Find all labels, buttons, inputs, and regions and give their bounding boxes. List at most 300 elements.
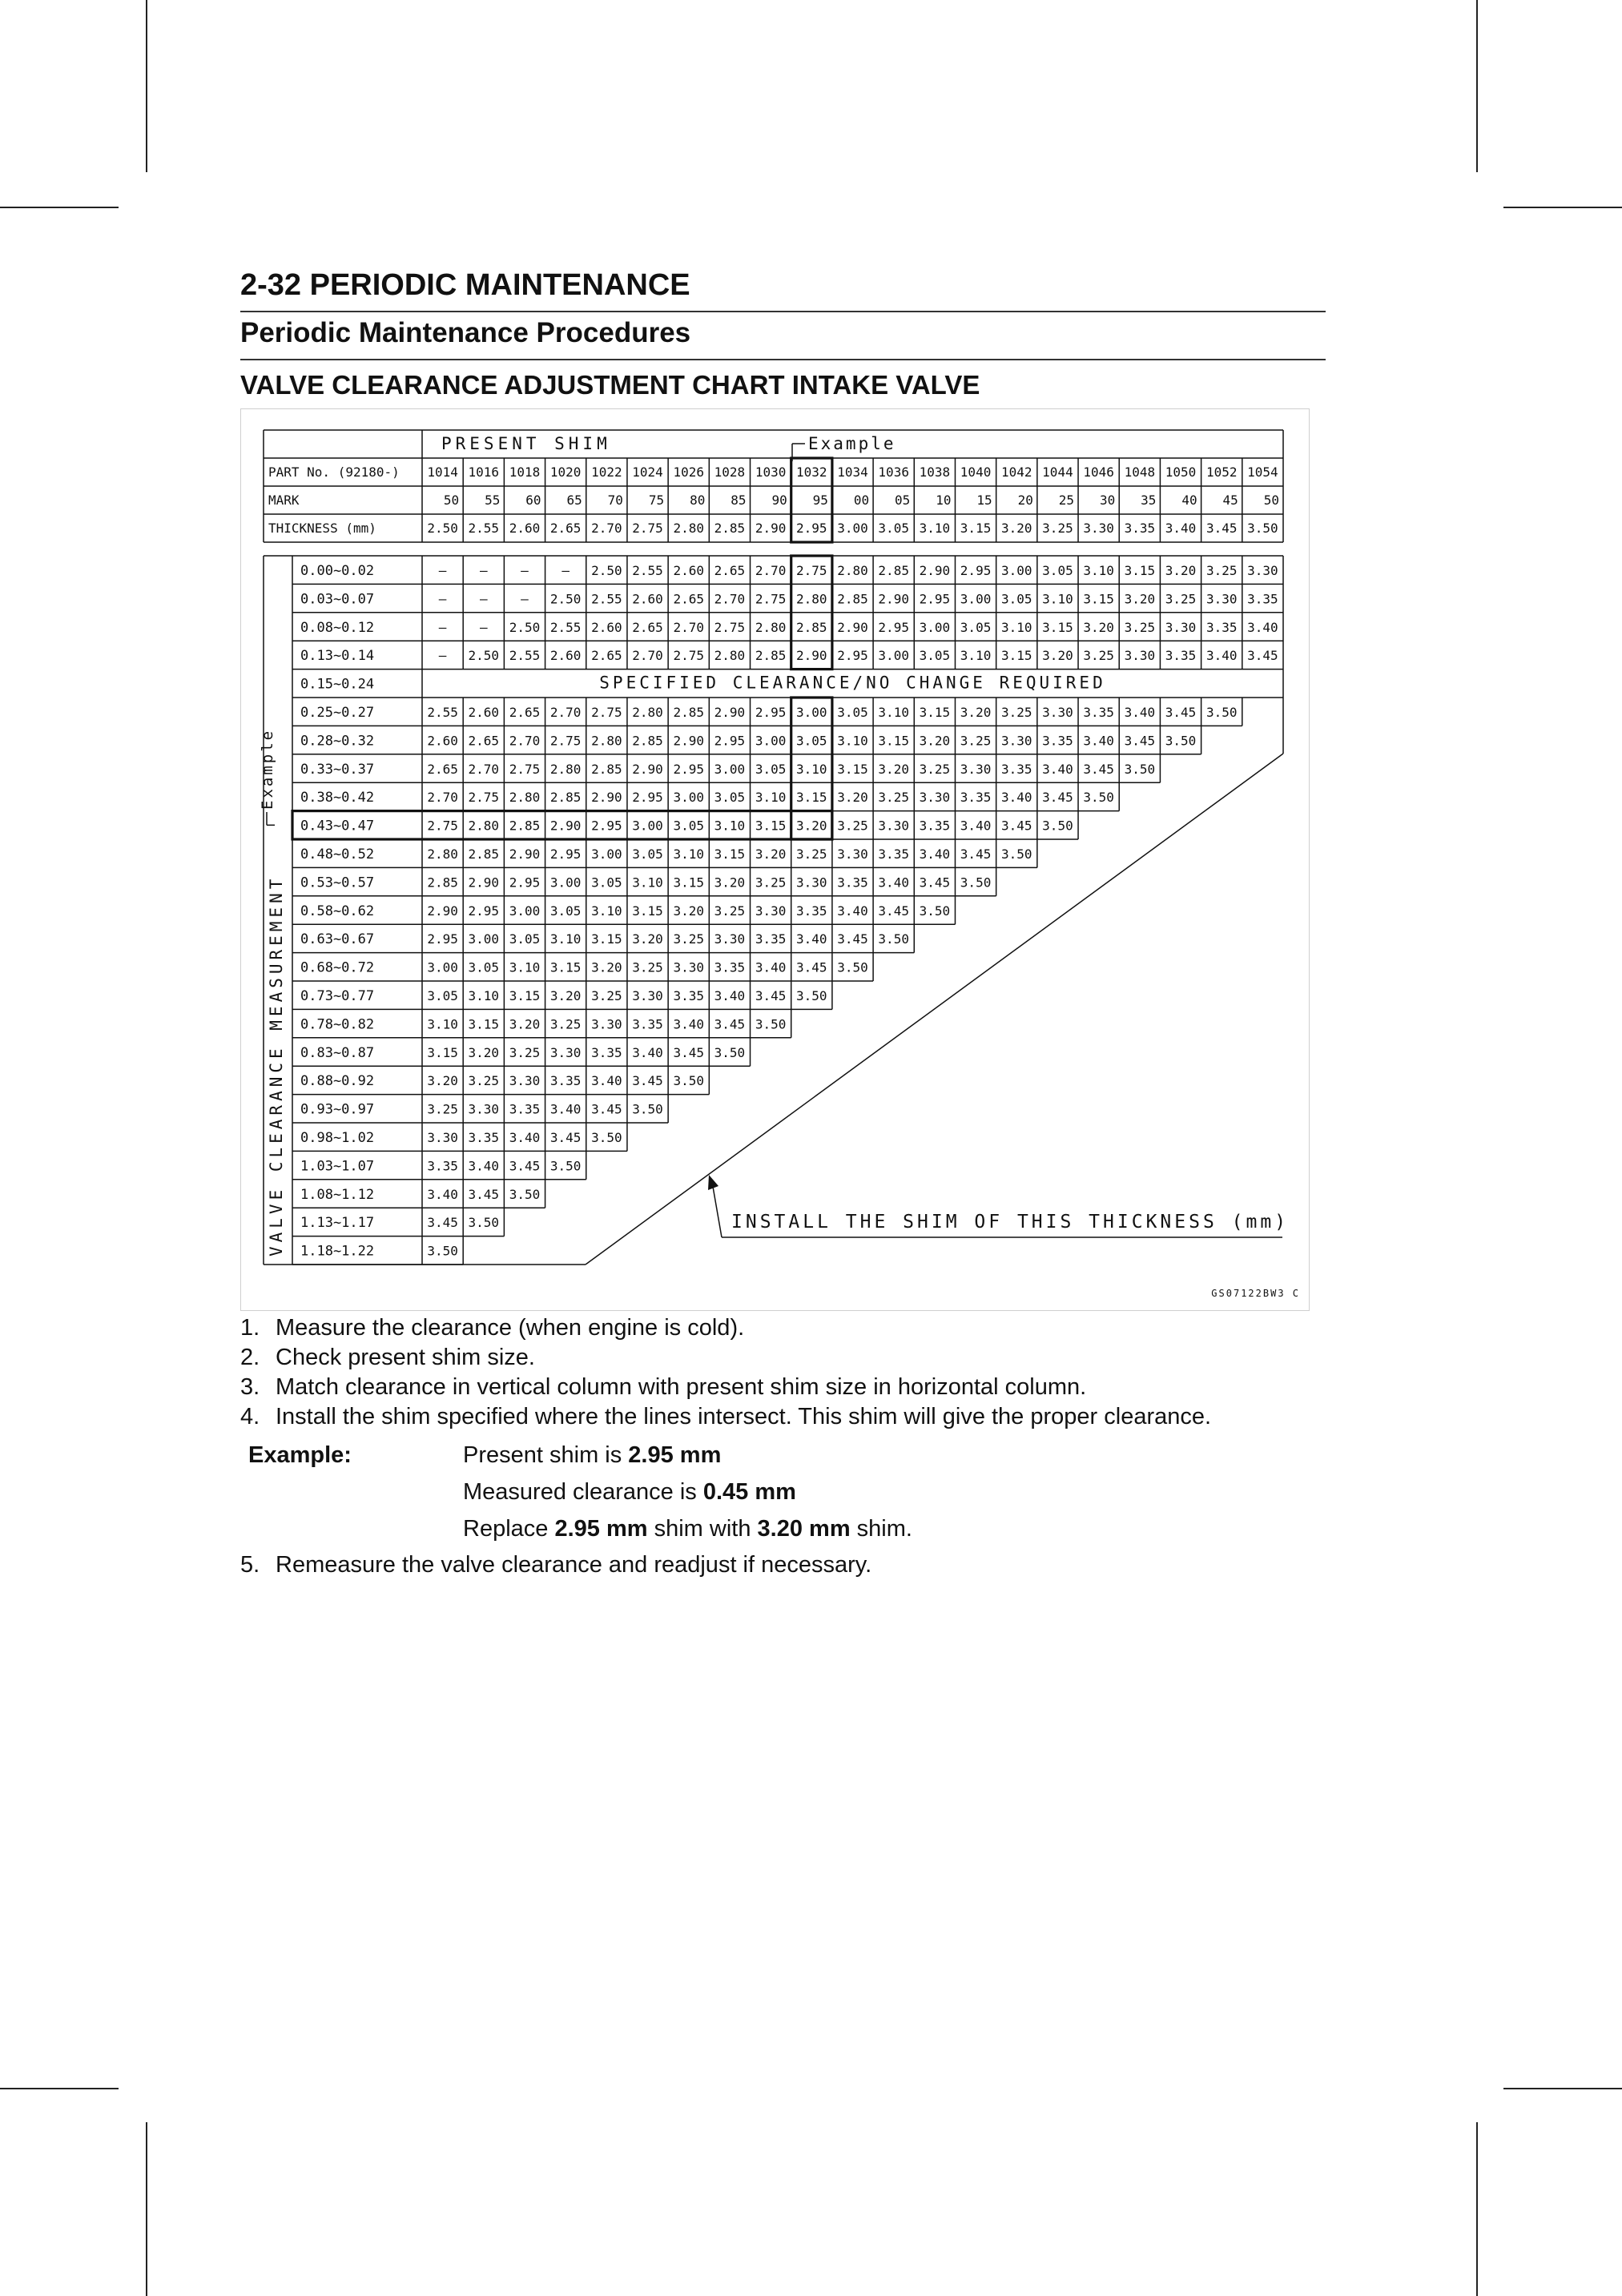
shim-value-cell: 2.75 [591, 705, 622, 720]
shim-value-cell: 3.45 [427, 1215, 458, 1231]
shim-value-cell: 3.20 [960, 705, 992, 720]
shim-value-cell: 3.45 [1124, 733, 1156, 749]
thickness-value: 2.90 [755, 521, 787, 536]
thickness-value: 2.80 [673, 521, 705, 536]
clearance-range-label: 0.88~0.92 [300, 1073, 375, 1090]
mark-value: 85 [731, 493, 747, 508]
mark-value: 50 [1263, 493, 1279, 508]
example-line-measured [463, 1474, 912, 1510]
shim-value-cell: 3.20 [878, 761, 909, 777]
shim-value-cell: 3.35 [673, 988, 705, 1003]
shim-value-cell: 3.20 [1124, 591, 1156, 607]
shim-value-cell: 2.70 [632, 648, 663, 664]
shim-value-cell: 3.10 [837, 733, 868, 749]
shim-value-cell: 3.10 [549, 931, 582, 947]
shim-value-cell: 2.95 [673, 761, 705, 777]
shim-value-cell: 3.30 [837, 846, 868, 862]
shim-value-cell: 3.45 [837, 931, 868, 947]
shim-value-cell: 3.10 [632, 875, 663, 891]
part-number: 1030 [755, 464, 787, 480]
shim-value-cell: 3.35 [591, 1044, 622, 1060]
shim-value-cell: 3.40 [1124, 705, 1156, 720]
shim-value-cell: – [561, 563, 570, 578]
install-pointer-line [712, 1182, 722, 1237]
instruction-text: Match clearance in vertical column with present shim size in horizontal column. [276, 1374, 1087, 1400]
part-number: 1038 [919, 464, 951, 480]
shim-value-cell: – [479, 563, 488, 578]
instruction-number: 5. [240, 1552, 260, 1578]
shim-value-cell: 2.85 [878, 563, 909, 578]
clearance-range-label: 0.03~0.07 [300, 591, 375, 608]
clearance-range-label: 1.08~1.12 [300, 1186, 375, 1203]
shim-value-cell: 2.95 [960, 563, 992, 578]
mark-value: 20 [1017, 493, 1033, 508]
mark-value: 95 [812, 493, 828, 508]
example-value: 3.20 mm [757, 1516, 851, 1542]
shim-value-cell: 3.30 [878, 818, 909, 834]
clearance-range-label: 1.18~1.22 [300, 1243, 375, 1260]
shim-value-cell: 2.70 [673, 619, 705, 635]
shim-value-cell: 2.60 [427, 733, 458, 749]
shim-value-cell: 2.95 [755, 705, 787, 720]
shim-value-cell: 3.10 [714, 818, 746, 834]
shim-value-cell: 2.75 [755, 591, 787, 607]
clearance-range-label: 0.25~0.27 [300, 705, 375, 721]
shim-value-cell: 2.95 [632, 790, 663, 806]
shim-value-cell: 3.25 [714, 903, 746, 919]
shim-value-cell: 3.45 [632, 1073, 663, 1089]
example-value: 0.45 mm [702, 1479, 796, 1505]
shim-value-cell: 2.85 [549, 790, 582, 806]
clearance-range-label: 0.33~0.37 [300, 761, 375, 778]
example-text: Replace [463, 1516, 555, 1542]
shim-value-cell: 3.05 [632, 846, 663, 862]
shim-value-cell: 2.75 [427, 818, 458, 834]
instruction-item [240, 1373, 1346, 1402]
shim-value-cell: 3.45 [591, 1101, 622, 1117]
thickness-value: 3.40 [1165, 521, 1197, 536]
valve-clearance-chart-svg [241, 409, 1309, 1310]
example-value: 2.95 mm [628, 1442, 722, 1468]
part-number: 1028 [714, 464, 746, 480]
shim-value-cell: 2.90 [878, 591, 909, 607]
shim-value-cell: 3.50 [509, 1186, 541, 1202]
shim-value-cell: 3.40 [1083, 733, 1114, 749]
shim-value-cell: 2.90 [427, 903, 458, 919]
shim-value-cell: 3.25 [919, 761, 951, 777]
shim-value-cell: 3.50 [755, 1016, 787, 1032]
shim-value-cell: 2.95 [427, 931, 458, 947]
shim-value-cell: 3.50 [714, 1044, 746, 1060]
mark-value: 50 [443, 493, 460, 508]
shim-value-cell: 3.00 [427, 959, 458, 975]
shim-value-cell: 3.45 [673, 1044, 705, 1060]
thickness-value: 3.05 [878, 521, 909, 536]
thickness-value: 3.45 [1205, 521, 1238, 536]
shim-value-cell: 3.40 [714, 988, 746, 1003]
clearance-range-label: 0.83~0.87 [300, 1044, 375, 1061]
shim-value-cell: 3.45 [509, 1158, 541, 1174]
shim-value-cell: 3.05 [714, 790, 746, 806]
shim-value-cell: 3.45 [796, 959, 827, 975]
part-number: 1014 [427, 464, 458, 480]
shim-value-cell: 3.10 [878, 705, 909, 720]
clearance-range-label: 0.48~0.52 [300, 846, 375, 863]
shim-value-cell: 2.90 [796, 648, 827, 664]
shim-value-cell: 3.35 [468, 1130, 500, 1145]
instruction-number: 4. [240, 1404, 260, 1429]
crop-mark [1503, 207, 1622, 208]
shim-value-cell: 3.05 [673, 818, 705, 834]
present-shim-label: PRESENT SHIM [441, 434, 611, 453]
shim-value-cell: 3.30 [1042, 705, 1073, 720]
shim-value-cell: 2.95 [878, 619, 909, 635]
shim-value-cell: 2.85 [673, 705, 705, 720]
example-text: shim. [850, 1516, 912, 1542]
shim-value-cell: 3.30 [673, 959, 705, 975]
part-number: 1034 [837, 464, 868, 480]
thickness-value: 3.10 [919, 521, 951, 536]
shim-value-cell: 3.25 [549, 1016, 582, 1032]
example-label: Example: [248, 1442, 352, 1468]
shim-value-cell: 2.70 [549, 705, 582, 720]
shim-value-cell: 3.40 [591, 1073, 622, 1089]
crop-mark [1476, 0, 1478, 172]
shim-value-cell: 2.60 [549, 648, 582, 664]
shim-value-cell: 3.15 [837, 761, 868, 777]
shim-value-cell: 3.05 [549, 903, 582, 919]
shim-value-cell: 2.80 [755, 619, 787, 635]
shim-value-cell: 3.25 [755, 875, 787, 891]
shim-value-cell: 2.75 [549, 733, 582, 749]
shim-value-cell: 3.10 [509, 959, 541, 975]
shim-value-cell: 2.85 [796, 619, 827, 635]
shim-value-cell: 3.35 [549, 1073, 582, 1089]
clearance-range-label: 1.03~1.07 [300, 1158, 375, 1175]
shim-value-cell: 3.45 [468, 1186, 500, 1202]
shim-value-cell: 2.70 [468, 761, 500, 777]
shim-value-cell: – [479, 619, 488, 635]
shim-value-cell: 3.30 [427, 1130, 458, 1145]
shim-value-cell: 3.50 [919, 903, 951, 919]
shim-value-cell: 3.40 [673, 1016, 705, 1032]
shim-value-cell: 3.40 [1042, 761, 1073, 777]
shim-value-cell: 3.50 [1083, 790, 1114, 806]
shim-value-cell: 2.95 [468, 903, 500, 919]
shim-value-cell: 2.70 [755, 563, 787, 578]
shim-value-cell: 3.50 [468, 1215, 500, 1231]
shim-value-cell: 2.90 [591, 790, 622, 806]
shim-value-cell: 3.20 [673, 903, 705, 919]
shim-value-cell: 3.25 [1124, 619, 1156, 635]
thickness-value: 3.20 [1000, 521, 1032, 536]
side-axis-label: VALVE CLEARANCE MEASUREMENT [267, 875, 286, 1257]
shim-value-cell: 3.45 [1165, 705, 1197, 720]
header-row-label: PART No. (92180-) [268, 464, 400, 480]
example-text: shim with [647, 1516, 758, 1542]
shim-value-cell: 2.55 [427, 705, 458, 720]
section-subtitle: Periodic Maintenance Procedures [240, 314, 1326, 360]
shim-value-cell: 2.60 [632, 591, 663, 607]
side-example-label: Example [259, 728, 276, 810]
shim-value-cell: 3.15 [1083, 591, 1114, 607]
clearance-range-label: 0.08~0.12 [300, 619, 375, 636]
shim-value-cell: 2.50 [591, 563, 622, 578]
shim-value-cell: 3.40 [878, 875, 909, 891]
shim-value-cell: 3.25 [796, 846, 827, 862]
shim-value-cell: 3.15 [591, 931, 622, 947]
instruction-text: Remeasure the valve clearance and readjust if necessary. [276, 1552, 872, 1578]
shim-value-cell: 3.45 [1042, 790, 1073, 806]
mark-value: 55 [485, 493, 501, 508]
shim-value-cell: 2.65 [673, 591, 705, 607]
shim-value-cell: 3.15 [1042, 619, 1073, 635]
shim-value-cell: 2.95 [837, 648, 868, 664]
shim-value-cell: 3.10 [1042, 591, 1073, 607]
shim-value-cell: 3.20 [1042, 648, 1073, 664]
instruction-text: Install the shim specified where the lines intersect. This shim will give the proper clearance. [276, 1404, 1212, 1429]
shim-value-cell: 3.00 [591, 846, 622, 862]
example-line-replace [463, 1510, 912, 1547]
shim-value-cell: 3.10 [673, 846, 705, 862]
shim-value-cell: 2.75 [796, 563, 827, 578]
shim-value-cell: 3.05 [427, 988, 458, 1003]
shim-value-cell: 2.80 [837, 563, 868, 578]
shim-value-cell: 3.05 [1000, 591, 1032, 607]
shim-value-cell: 3.30 [1000, 733, 1032, 749]
example-line-present-shim [463, 1437, 912, 1474]
thickness-value: 3.15 [960, 521, 992, 536]
shim-value-cell: 2.80 [509, 790, 541, 806]
shim-value-cell: 3.30 [468, 1101, 500, 1117]
shim-value-cell: 2.80 [714, 648, 746, 664]
shim-value-cell: 3.10 [960, 648, 992, 664]
shim-value-cell: 3.10 [591, 903, 622, 919]
example-lines [463, 1437, 912, 1547]
part-number: 1016 [468, 464, 500, 480]
part-number: 1018 [509, 464, 541, 480]
shim-value-cell: 3.35 [509, 1101, 541, 1117]
shim-value-cell: 3.20 [919, 733, 951, 749]
shim-value-cell: 3.05 [509, 931, 541, 947]
shim-value-cell: 3.35 [632, 1016, 663, 1032]
example-label: Example [808, 434, 896, 453]
shim-value-cell: 2.70 [509, 733, 541, 749]
header-row-label: MARK [268, 493, 300, 508]
shim-value-cell: – [521, 591, 529, 607]
part-number: 1048 [1124, 464, 1156, 480]
shim-value-cell: 3.25 [427, 1101, 458, 1117]
shim-value-cell: 3.40 [960, 818, 992, 834]
clearance-range-label: 0.98~1.02 [300, 1130, 375, 1146]
shim-value-cell: 3.50 [796, 988, 827, 1003]
clearance-range-label: 0.15~0.24 [300, 676, 375, 693]
instruction-number: 1. [240, 1315, 260, 1341]
shim-value-cell: 2.85 [837, 591, 868, 607]
shim-value-cell: 3.45 [755, 988, 787, 1003]
shim-value-cell: 2.90 [714, 705, 746, 720]
shim-value-cell: 2.75 [714, 619, 746, 635]
instruction-item [240, 1343, 1346, 1373]
part-number: 1054 [1247, 464, 1278, 480]
shim-value-cell: 3.25 [509, 1044, 541, 1060]
shim-value-cell: 3.50 [837, 959, 868, 975]
shim-value-cell: 3.30 [714, 931, 746, 947]
shim-value-cell: 3.20 [591, 959, 622, 975]
shim-value-cell: 2.95 [549, 846, 582, 862]
shim-value-cell: 3.20 [1165, 563, 1197, 578]
thickness-value: 2.95 [796, 521, 827, 536]
clearance-range-label: 1.13~1.17 [300, 1215, 375, 1232]
clearance-range-label: 0.63~0.67 [300, 931, 375, 948]
crop-mark [0, 2088, 119, 2089]
mark-value: 70 [607, 493, 623, 508]
shim-value-cell: 3.35 [837, 875, 868, 891]
instruction-number: 3. [240, 1374, 260, 1400]
shim-value-cell: 3.35 [1042, 733, 1073, 749]
shim-value-cell: 3.40 [837, 903, 868, 919]
mark-value: 75 [648, 493, 665, 508]
shim-value-cell: 3.15 [427, 1044, 458, 1060]
shim-value-cell: 3.25 [1165, 591, 1197, 607]
shim-value-cell: 3.15 [878, 733, 909, 749]
shim-value-cell: 3.00 [919, 619, 951, 635]
shim-value-cell: 3.35 [1000, 761, 1032, 777]
shim-value-cell: 2.90 [549, 818, 582, 834]
shim-value-cell: 3.30 [632, 988, 663, 1003]
part-number: 1020 [549, 464, 582, 480]
crop-mark [1476, 2122, 1478, 2296]
shim-value-cell: 3.00 [796, 705, 827, 720]
instruction-number: 2. [240, 1345, 260, 1370]
valve-clearance-chart [240, 408, 1310, 1311]
shim-value-cell: 3.25 [1000, 705, 1032, 720]
shim-value-cell: 3.35 [796, 903, 827, 919]
figure-code: GS07122BW3 C [1211, 1288, 1300, 1299]
shim-value-cell: 3.45 [1000, 818, 1032, 834]
mark-value: 45 [1222, 493, 1238, 508]
thickness-value: 3.00 [837, 521, 868, 536]
shim-value-cell: 3.25 [1083, 648, 1114, 664]
shim-value-cell: – [438, 619, 447, 635]
shim-value-cell: 3.10 [755, 790, 787, 806]
mark-value: 15 [976, 493, 992, 508]
shim-value-cell: 3.30 [591, 1016, 622, 1032]
mark-value: 90 [771, 493, 787, 508]
thickness-value: 2.55 [468, 521, 500, 536]
mark-value: 30 [1099, 493, 1116, 508]
install-shim-label: INSTALL THE SHIM OF THIS THICKNESS (mm) [731, 1212, 1290, 1232]
instruction-list [240, 1313, 1346, 1432]
shim-value-cell: 3.00 [755, 733, 787, 749]
thickness-value: 3.25 [1042, 521, 1073, 536]
shim-value-cell: 3.40 [1000, 790, 1032, 806]
shim-value-cell: 3.40 [919, 846, 951, 862]
shim-value-cell: 3.20 [509, 1016, 541, 1032]
shim-value-cell: 2.60 [673, 563, 705, 578]
shim-value-cell: 2.85 [427, 875, 458, 891]
shim-value-cell: 3.00 [509, 903, 541, 919]
shim-value-cell: 3.45 [714, 1016, 746, 1032]
shim-value-cell: 2.90 [919, 563, 951, 578]
shim-value-cell: 2.75 [673, 648, 705, 664]
clearance-range-label: 0.13~0.14 [300, 648, 375, 665]
crop-mark [146, 2122, 147, 2296]
shim-value-cell: 2.85 [755, 648, 787, 664]
shim-value-cell: 3.35 [1205, 619, 1238, 635]
shim-value-cell: 2.90 [673, 733, 705, 749]
shim-value-cell: 3.30 [509, 1073, 541, 1089]
shim-value-cell: 2.70 [427, 790, 458, 806]
thickness-value: 2.85 [714, 521, 746, 536]
shim-value-cell: 3.30 [1205, 591, 1238, 607]
shim-value-cell: 3.50 [591, 1130, 622, 1145]
shim-value-cell: 3.25 [1205, 563, 1238, 578]
shim-value-cell: 3.20 [427, 1073, 458, 1089]
shim-value-cell: 3.00 [632, 818, 663, 834]
crop-mark [0, 207, 119, 208]
header-row-label: THICKNESS (mm) [268, 521, 376, 536]
part-number: 1044 [1042, 464, 1073, 480]
shim-value-cell: 2.65 [509, 705, 541, 720]
shim-value-cell: 3.35 [1165, 648, 1197, 664]
shim-value-cell: – [438, 648, 447, 664]
clearance-range-label: 0.43~0.47 [300, 818, 375, 834]
instruction-text: Check present shim size. [276, 1345, 535, 1370]
shim-value-cell: 3.00 [1000, 563, 1032, 578]
shim-value-cell: 3.35 [1247, 591, 1278, 607]
shim-value-cell: 3.30 [796, 875, 827, 891]
specified-clearance-text: SPECIFIED CLEARANCE/NO CHANGE REQUIRED [599, 673, 1106, 693]
shim-value-cell: 2.55 [591, 591, 622, 607]
shim-value-cell: 3.40 [509, 1130, 541, 1145]
shim-value-cell: 3.35 [960, 790, 992, 806]
instructions [240, 1313, 1346, 1432]
crop-mark [146, 0, 147, 172]
part-number: 1052 [1205, 464, 1238, 480]
mark-value: 05 [895, 493, 911, 508]
shim-value-cell: 3.25 [960, 733, 992, 749]
shim-value-cell: 3.45 [1083, 761, 1114, 777]
mark-value: 25 [1058, 493, 1075, 508]
shim-value-cell: 3.25 [468, 1073, 500, 1089]
shim-value-cell: – [438, 563, 447, 578]
shim-value-cell: 2.95 [714, 733, 746, 749]
shim-value-cell: 2.80 [468, 818, 500, 834]
mark-value: 00 [853, 493, 870, 508]
clearance-range-label: 0.68~0.72 [300, 959, 375, 976]
shim-value-cell: 3.35 [714, 959, 746, 975]
shim-value-cell: 3.35 [755, 931, 787, 947]
shim-value-cell: 2.55 [549, 619, 582, 635]
shim-value-cell: 3.45 [919, 875, 951, 891]
shim-value-cell: 3.10 [1083, 563, 1114, 578]
thickness-value: 2.65 [549, 521, 582, 536]
shim-value-cell: 3.40 [427, 1186, 458, 1202]
thickness-value: 2.50 [427, 521, 458, 536]
thickness-value: 2.75 [632, 521, 663, 536]
part-number: 1050 [1165, 464, 1197, 480]
shim-value-cell: 3.05 [1042, 563, 1073, 578]
shim-value-cell: 3.00 [673, 790, 705, 806]
shim-value-cell: 3.20 [837, 790, 868, 806]
thickness-value: 3.30 [1083, 521, 1114, 536]
shim-value-cell: 3.50 [1205, 705, 1238, 720]
shim-value-cell: 2.50 [549, 591, 582, 607]
shim-value-cell: 3.25 [673, 931, 705, 947]
thickness-value: 3.50 [1247, 521, 1278, 536]
page-title: 2-32 PERIODIC MAINTENANCE [240, 264, 1326, 312]
